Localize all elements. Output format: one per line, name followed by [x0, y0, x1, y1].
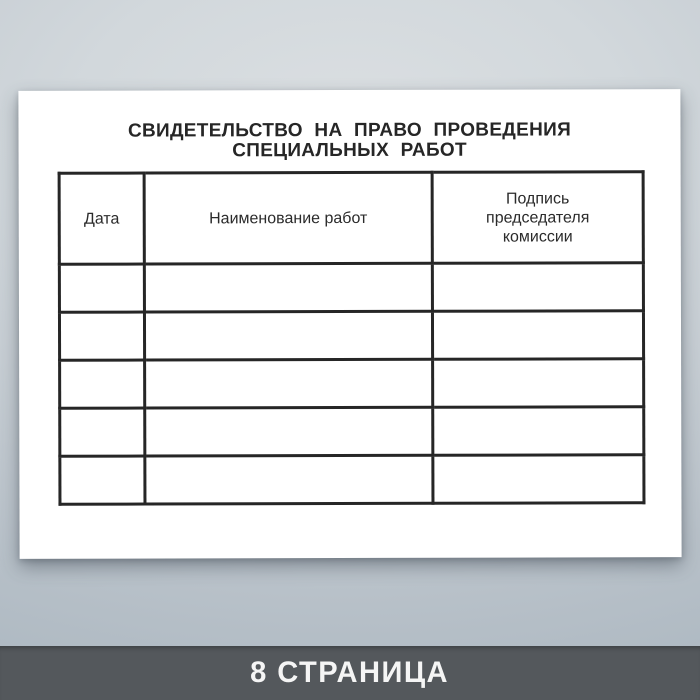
- table-cell: [145, 407, 433, 456]
- table-cell: [144, 311, 432, 360]
- column-header-chairman-signature: Подпись председателя комиссии: [432, 172, 643, 264]
- table-row: [59, 263, 643, 313]
- special-works-table: [58, 170, 646, 506]
- table-cell: [433, 359, 644, 408]
- table-cell: [432, 311, 643, 360]
- table-header: [59, 172, 643, 265]
- table-cell: [433, 455, 644, 504]
- column-header-date: Дата: [59, 173, 144, 264]
- table-cell: [60, 408, 145, 456]
- table-cell: [59, 264, 144, 312]
- table-cell: [59, 312, 144, 360]
- table-body: [59, 263, 644, 505]
- table-row: [59, 311, 643, 361]
- table-cell: [145, 359, 433, 408]
- page-number-label: 8 СТРАНИЦА: [250, 656, 450, 689]
- table-header-row: [59, 172, 643, 265]
- table-cell: [60, 456, 145, 504]
- table-row: [60, 455, 644, 505]
- table-row: [60, 359, 644, 409]
- table-cell: [432, 263, 643, 312]
- certificate-page: [18, 89, 681, 559]
- page-title: СВИДЕТЕЛЬСТВО НА ПРАВО ПРОВЕДЕНИЯ СПЕЦИАЛЬНЫХ РАБОТ: [127, 119, 572, 162]
- table-cell: [433, 407, 644, 456]
- table-row: [60, 407, 644, 457]
- table-cell: [144, 263, 432, 312]
- table-cell: [145, 455, 433, 504]
- table-cell: [60, 360, 145, 408]
- column-header-work-name: Наименование работ: [144, 172, 432, 264]
- page-number-bar: [0, 646, 700, 700]
